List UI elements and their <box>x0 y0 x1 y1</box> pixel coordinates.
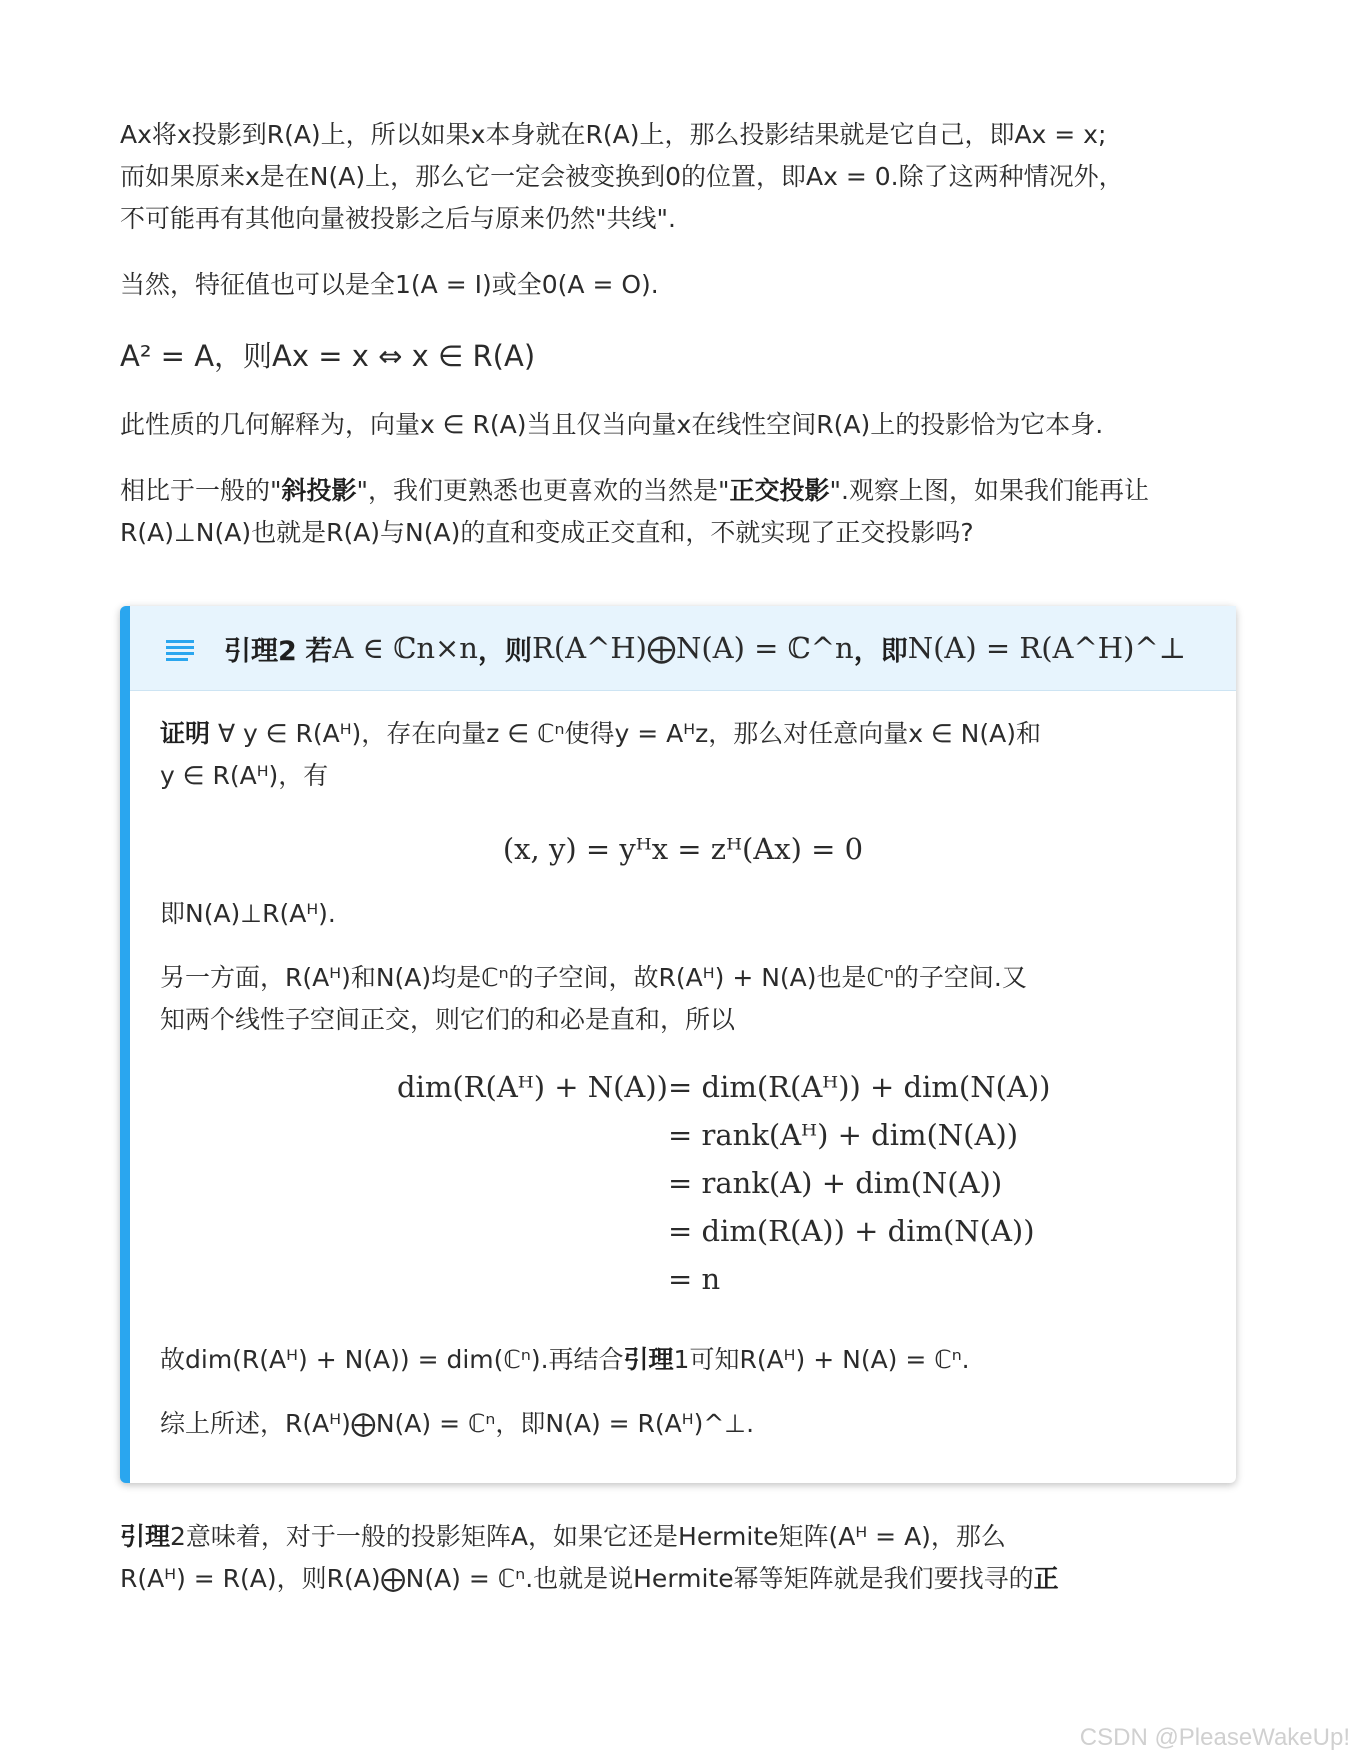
derivation-step: = dim(R(A)) + dim(N(A)) <box>668 1214 1035 1248</box>
paragraph-projection-line3: 不可能再有其他向量被投影之后与原来仍然"共线". <box>120 204 676 233</box>
paragraph-orthogonal-line2: R(A)⊥N(A)也就是R(A)与N(A)的直和变成正交直和，不就实现了正交投影吗? <box>120 518 974 547</box>
paragraph-subspace-line2: 知两个线性子空间正交，则它们的和必是直和，所以 <box>160 1005 736 1034</box>
bottom-paragraph <box>120 1516 1235 1624</box>
lemma-callout <box>120 606 1236 1483</box>
summary-paragraph: 综上所述，R(Aᴴ)⨁N(A) = ℂⁿ，即N(A) = R(Aᴴ)^⊥. <box>160 1409 755 1438</box>
text-span: "，我们更熟悉也更喜欢的当然是" <box>356 476 730 505</box>
bold-oblique-projection: 斜投影 <box>281 476 357 505</box>
text-span: 故dim(R(Aᴴ) + N(A)) = dim(ℂⁿ).再结合 <box>160 1345 624 1374</box>
text-span: 1可知R(Aᴴ) + N(A) = ℂⁿ. <box>673 1345 970 1374</box>
text-span: 相比于一般的" <box>120 476 282 505</box>
paragraph-projection-line1: Ax将x投影到R(A)上，所以如果x本身就在R(A)上，那么投影结果就是它自己，即Ax = x; <box>120 120 1107 149</box>
text-span: R(Aᴴ) = R(A)，则R(A)⨁N(A) = ℂⁿ.也就是说Hermite幂等矩阵就是我们要找寻的 <box>120 1564 1034 1593</box>
lemma-title-namely: ，即 <box>853 635 908 667</box>
lemma-header: 引理2 若 A ∈ ℂ n×n ，则 R(A^H)⨁N(A) = ℂ^n ，即 N(A) = R(A^H)^⊥ <box>130 606 1236 691</box>
proof-line2: y ∈ R(Aᴴ)，有 <box>160 761 329 790</box>
inner-product-equation: (x, y) = yᴴx = zᴴ(Ax) = 0 <box>502 832 864 866</box>
bold-cut-text: 正 <box>1033 1564 1059 1593</box>
watermark: CSDN @PleaseWakeUp! <box>1079 1724 1350 1751</box>
text-span: 2意味着，对于一般的投影矩阵A，如果它还是Hermite矩阵(Aᴴ = A)，那么 <box>170 1522 1006 1551</box>
paragraph-subspace-line1: 另一方面，R(Aᴴ)和N(A)均是ℂⁿ的子空间，故R(Aᴴ) + N(A)也是ℂⁿ的子空间.又 <box>160 963 1027 992</box>
lemma-title-if: 若 <box>305 635 333 667</box>
lemma-reference: 引理 <box>623 1345 674 1374</box>
derivation-lhs: dim(R(Aᴴ) + N(A)) <box>397 1070 668 1104</box>
list-icon <box>166 637 194 659</box>
derivation-step: = n <box>668 1262 721 1296</box>
paragraph-orthogonal <box>120 470 1235 554</box>
paragraph-geometric: 此性质的几何解释为，向量x ∈ R(A)当且仅当向量x在线性空间R(A)上的投影恰为它本身. <box>120 410 1104 439</box>
proof-paragraph <box>160 713 1206 797</box>
lemma-title-formula3: N(A) = R(A^H)^⊥ <box>907 631 1186 665</box>
dimension-derivation <box>160 1063 1206 1315</box>
paragraph-projection <box>120 114 1235 240</box>
lemma-title-formula2: R(A^H)⨁N(A) = ℂ^n <box>531 631 854 665</box>
proof-line1: ∀ y ∈ R(Aᴴ)，存在向量z ∈ ℂⁿ使得y = Aᴴz，那么对任意向量x ∈ N(A)和 <box>217 719 1041 748</box>
lemma-title-then: ，则 <box>477 635 532 667</box>
perpendicular-statement: 即N(A)⊥R(Aᴴ). <box>160 899 336 928</box>
lemma-body <box>130 691 1236 1445</box>
paragraph-subspace <box>160 957 1206 1041</box>
derivation-step: = rank(Aᴴ) + dim(N(A)) <box>668 1118 1019 1152</box>
conclusion-paragraph <box>160 1339 1206 1381</box>
paragraph-eigenvalues: 当然，特征值也可以是全1(A = I)或全0(A = O). <box>120 270 659 299</box>
property-formula: A² = A，则Ax = x ⇔ x ∈ R(A) <box>120 339 536 373</box>
proof-label: 证明 <box>160 719 211 748</box>
article-body <box>120 114 1235 578</box>
derivation-step: = rank(A) + dim(N(A)) <box>668 1166 1003 1200</box>
lemma-reference: 引理 <box>120 1522 171 1551</box>
derivation-step: = dim(R(Aᴴ)) + dim(N(A)) <box>668 1070 1051 1104</box>
lemma-title-formula1: A ∈ ℂ <box>332 631 417 665</box>
lemma-title-label: 引理2 <box>224 635 297 667</box>
paragraph-projection-line2: 而如果原来x是在N(A)上，那么它一定会被变换到0的位置，即Ax = 0.除了这两种情况外， <box>120 162 1124 191</box>
text-span: ".观察上图，如果我们能再让 <box>829 476 1149 505</box>
bold-orthogonal-projection: 正交投影 <box>729 476 830 505</box>
